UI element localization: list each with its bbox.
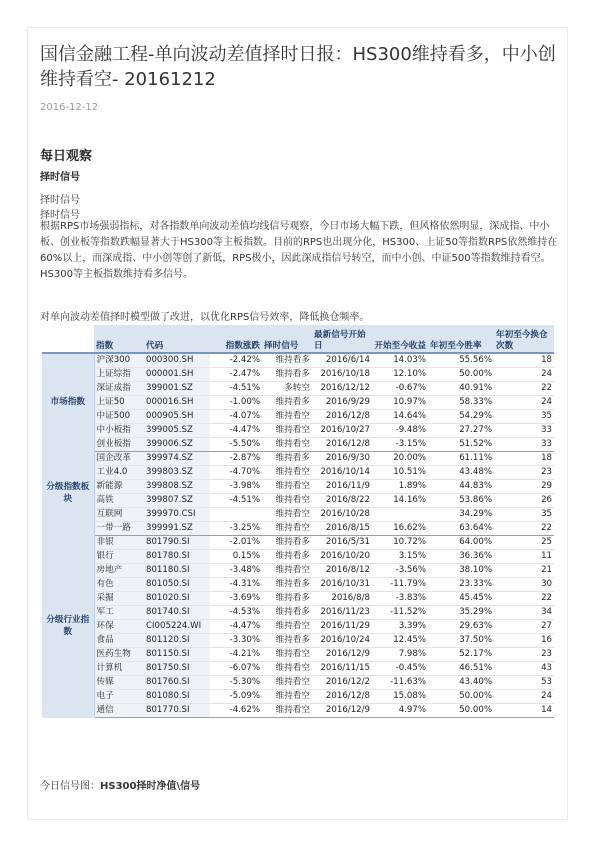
table-row bbox=[42, 507, 554, 521]
header-return: 开始至今收益 bbox=[372, 325, 428, 353]
index-code: 399005.SZ bbox=[144, 423, 210, 437]
table-row bbox=[42, 451, 554, 465]
return-since-signal: 4.97% bbox=[372, 703, 428, 717]
ytd-winrate: 34.29% bbox=[428, 507, 494, 521]
plain-label-2: 择时信号 bbox=[40, 210, 80, 221]
table-row bbox=[42, 675, 554, 689]
timing-signal: 维持看多 bbox=[262, 633, 312, 647]
return-since-signal: -11.79% bbox=[372, 577, 428, 591]
ytd-switch-count: 22 bbox=[494, 591, 554, 605]
table-row bbox=[42, 381, 554, 395]
body-paragraph: 根据RPS市场强弱指标，对各指数单向波动差值均线信号观察，今日市场大幅下跌，但风格依然明显，深成指、中小板、创业板等指数跌幅显著大于HS300等主板指数。目前的RPS也出现分化，HS300、上证50等指数RPS依然维持在60%以上，而深成指、中小创等创了新低，RPS极小，因此深成指信号转空，而中小创、中证500等指数维持看空。HS300等主板指数维持看多信号。 bbox=[40, 221, 558, 280]
group-label: 市场指数 bbox=[42, 353, 94, 451]
ytd-winrate: 63.64% bbox=[428, 521, 494, 535]
index-change: -2.42% bbox=[210, 353, 262, 367]
signal-start-date: 2016/10/24 bbox=[312, 633, 372, 647]
return-since-signal: 10.72% bbox=[372, 535, 428, 549]
ytd-switch-count: 22 bbox=[494, 521, 554, 535]
table-row bbox=[42, 577, 554, 591]
sub-heading: 择时信号 bbox=[40, 172, 80, 183]
signal-start-date: 2016/10/20 bbox=[312, 549, 372, 563]
index-change: -6.07% bbox=[210, 661, 262, 675]
index-name: 国企改革 bbox=[94, 451, 144, 465]
index-change: -4.07% bbox=[210, 409, 262, 423]
plain-label: 择时信号 bbox=[40, 195, 80, 206]
ytd-winrate: 55.56% bbox=[428, 353, 494, 367]
timing-signal: 维持看空 bbox=[262, 563, 312, 577]
table-header-row bbox=[42, 325, 554, 353]
index-change: -2.01% bbox=[210, 535, 262, 549]
timing-signal: 维持看空 bbox=[262, 647, 312, 661]
index-change: -4.51% bbox=[210, 493, 262, 507]
table-row bbox=[42, 633, 554, 647]
signal-start-date: 2016/11/9 bbox=[312, 479, 372, 493]
ytd-switch-count: 23 bbox=[494, 465, 554, 479]
index-name: 银行 bbox=[94, 549, 144, 563]
ytd-winrate: 27.27% bbox=[428, 423, 494, 437]
article-title: 国信金融工程-单向波动差值择时日报：HS300维持看多，中小创维持看空- 20161212 bbox=[40, 44, 556, 90]
timing-signal: 维持看空 bbox=[262, 521, 312, 535]
return-since-signal: -3.83% bbox=[372, 591, 428, 605]
signal-start-date: 2016/12/8 bbox=[312, 437, 372, 451]
index-code: 801770.SI bbox=[144, 703, 210, 717]
signal-table bbox=[42, 325, 554, 718]
timing-signal: 维持看空 bbox=[262, 661, 312, 675]
table-row bbox=[42, 647, 554, 661]
index-code: 801760.SI bbox=[144, 675, 210, 689]
ytd-winrate: 51.52% bbox=[428, 437, 494, 451]
index-code: 801120.SI bbox=[144, 633, 210, 647]
index-code: CI005224.WI bbox=[144, 619, 210, 633]
ytd-winrate: 52.17% bbox=[428, 647, 494, 661]
return-since-signal: 12.10% bbox=[372, 367, 428, 381]
index-change: -4.70% bbox=[210, 465, 262, 479]
return-since-signal: -9.48% bbox=[372, 423, 428, 437]
timing-signal: 维持看空 bbox=[262, 409, 312, 423]
index-name: 深证成指 bbox=[94, 381, 144, 395]
index-code: 000016.SH bbox=[144, 395, 210, 409]
ytd-winrate: 53.86% bbox=[428, 493, 494, 507]
ytd-winrate: 50.00% bbox=[428, 703, 494, 717]
index-change: -4.53% bbox=[210, 605, 262, 619]
index-change: -5.09% bbox=[210, 689, 262, 703]
index-change: -3.25% bbox=[210, 521, 262, 535]
signal-start-date: 2016/11/15 bbox=[312, 661, 372, 675]
index-change: 0.15% bbox=[210, 549, 262, 563]
signal-start-date: 2016/12/2 bbox=[312, 675, 372, 689]
index-name: 食品 bbox=[94, 633, 144, 647]
index-code: 801750.SI bbox=[144, 661, 210, 675]
timing-signal: 维持看多 bbox=[262, 353, 312, 367]
return-since-signal: 7.98% bbox=[372, 647, 428, 661]
return-since-signal: -3.15% bbox=[372, 437, 428, 451]
index-change: -4.47% bbox=[210, 619, 262, 633]
table-row bbox=[42, 605, 554, 619]
return-since-signal: 12.45% bbox=[372, 633, 428, 647]
ytd-switch-count: 33 bbox=[494, 437, 554, 451]
table-row bbox=[42, 367, 554, 381]
table-row bbox=[42, 493, 554, 507]
header-signal: 择时信号 bbox=[262, 325, 312, 353]
signal-start-date: 2016/10/31 bbox=[312, 577, 372, 591]
timing-signal: 维持看空 bbox=[262, 437, 312, 451]
header-change: 指数涨跌 bbox=[210, 325, 262, 353]
index-change: -5.30% bbox=[210, 675, 262, 689]
index-code: 801080.SI bbox=[144, 689, 210, 703]
index-name: 中小板指 bbox=[94, 423, 144, 437]
table-row bbox=[42, 353, 554, 367]
index-change: -3.30% bbox=[210, 633, 262, 647]
timing-signal: 维持看多 bbox=[262, 549, 312, 563]
index-name: 工业4.0 bbox=[94, 465, 144, 479]
ytd-switch-count: 35 bbox=[494, 507, 554, 521]
index-code: 399001.SZ bbox=[144, 381, 210, 395]
return-since-signal: 10.51% bbox=[372, 465, 428, 479]
return-since-signal: -0.45% bbox=[372, 661, 428, 675]
header-start-date: 最新信号开始日 bbox=[312, 325, 372, 353]
return-since-signal: -3.56% bbox=[372, 563, 428, 577]
ytd-switch-count: 25 bbox=[494, 535, 554, 549]
return-since-signal: -11.52% bbox=[372, 605, 428, 619]
ytd-switch-count: 29 bbox=[494, 479, 554, 493]
return-since-signal: 10.97% bbox=[372, 395, 428, 409]
index-name: 有色 bbox=[94, 577, 144, 591]
return-since-signal: 16.62% bbox=[372, 521, 428, 535]
group-label: 分级指数板块 bbox=[42, 451, 94, 535]
index-name: 非银 bbox=[94, 535, 144, 549]
timing-signal: 维持看空 bbox=[262, 493, 312, 507]
timing-signal: 多转空 bbox=[262, 381, 312, 395]
header-winrate: 年初至今胜率 bbox=[428, 325, 494, 353]
timing-signal: 维持看多 bbox=[262, 395, 312, 409]
signal-start-date: 2016/11/29 bbox=[312, 619, 372, 633]
timing-signal: 维持看多 bbox=[262, 605, 312, 619]
timing-signal: 维持看空 bbox=[262, 689, 312, 703]
ytd-winrate: 29.63% bbox=[428, 619, 494, 633]
ytd-switch-count: 21 bbox=[494, 563, 554, 577]
footer-prefix: 今日信号图： bbox=[40, 781, 100, 792]
index-name: 计算机 bbox=[94, 661, 144, 675]
table-row bbox=[42, 661, 554, 675]
article-date: 2016-12-12 bbox=[40, 102, 99, 113]
ytd-switch-count: 23 bbox=[494, 647, 554, 661]
ytd-switch-count: 18 bbox=[494, 353, 554, 367]
index-name: 新能源 bbox=[94, 479, 144, 493]
signal-start-date: 2016/12/8 bbox=[312, 689, 372, 703]
signal-start-date: 2016/8/22 bbox=[312, 493, 372, 507]
ytd-switch-count: 16 bbox=[494, 633, 554, 647]
index-code: 000905.SH bbox=[144, 409, 210, 423]
index-name: 医药生物 bbox=[94, 647, 144, 661]
index-name: 电子 bbox=[94, 689, 144, 703]
return-since-signal: 3.15% bbox=[372, 549, 428, 563]
return-since-signal: 15.08% bbox=[372, 689, 428, 703]
ytd-winrate: 37.50% bbox=[428, 633, 494, 647]
index-code: 801780.SI bbox=[144, 549, 210, 563]
timing-signal: 维持看多 bbox=[262, 451, 312, 465]
index-name: 通信 bbox=[94, 703, 144, 717]
header-switches: 年初至今换仓次数 bbox=[494, 325, 554, 353]
ytd-winrate: 45.45% bbox=[428, 591, 494, 605]
table-row bbox=[42, 479, 554, 493]
ytd-switch-count: 30 bbox=[494, 577, 554, 591]
ytd-winrate: 43.48% bbox=[428, 465, 494, 479]
signal-start-date: 2016/10/18 bbox=[312, 367, 372, 381]
ytd-switch-count: 34 bbox=[494, 605, 554, 619]
table-row bbox=[42, 409, 554, 423]
ytd-switch-count: 24 bbox=[494, 689, 554, 703]
timing-signal: 维持看空 bbox=[262, 507, 312, 521]
signal-start-date: 2016/10/27 bbox=[312, 423, 372, 437]
group-label: 分级行业指数 bbox=[42, 535, 94, 717]
index-code: 399808.SZ bbox=[144, 479, 210, 493]
index-change bbox=[210, 507, 262, 521]
ytd-switch-count: 18 bbox=[494, 451, 554, 465]
timing-signal: 维持看多 bbox=[262, 535, 312, 549]
index-name: 环保 bbox=[94, 619, 144, 633]
index-code: 399991.SZ bbox=[144, 521, 210, 535]
signal-table-image bbox=[42, 325, 554, 718]
signal-start-date: 2016/11/23 bbox=[312, 605, 372, 619]
signal-start-date: 2016/10/28 bbox=[312, 507, 372, 521]
timing-signal: 维持看空 bbox=[262, 619, 312, 633]
ytd-switch-count: 24 bbox=[494, 367, 554, 381]
ytd-winrate: 44.83% bbox=[428, 479, 494, 493]
signal-start-date: 2016/9/30 bbox=[312, 451, 372, 465]
index-name: 中证500 bbox=[94, 409, 144, 423]
ytd-switch-count: 53 bbox=[494, 675, 554, 689]
signal-start-date: 2016/9/29 bbox=[312, 395, 372, 409]
index-code: 399803.SZ bbox=[144, 465, 210, 479]
timing-signal: 维持看空 bbox=[262, 703, 312, 717]
table-row bbox=[42, 563, 554, 577]
body-paragraph-2: 对单向波动差值择时模型做了改进，以优化RPS信号效率，降低换仓频率。 bbox=[40, 312, 370, 323]
timing-signal: 维持看多 bbox=[262, 591, 312, 605]
index-change: -3.48% bbox=[210, 563, 262, 577]
timing-signal: 维持看空 bbox=[262, 465, 312, 479]
return-since-signal: -11.63% bbox=[372, 675, 428, 689]
header-code: 代码 bbox=[144, 325, 210, 353]
table-row bbox=[42, 465, 554, 479]
table-row bbox=[42, 521, 554, 535]
index-name: 传媒 bbox=[94, 675, 144, 689]
footer-bold: HS300择时净值\信号 bbox=[100, 781, 201, 792]
index-code: 000300.SH bbox=[144, 353, 210, 367]
table-row bbox=[42, 437, 554, 451]
ytd-switch-count: 26 bbox=[494, 493, 554, 507]
index-name: 上证50 bbox=[94, 395, 144, 409]
index-code: 399974.SZ bbox=[144, 451, 210, 465]
return-since-signal: 1.89% bbox=[372, 479, 428, 493]
index-change: -4.47% bbox=[210, 423, 262, 437]
table-row bbox=[42, 549, 554, 563]
index-name: 高铁 bbox=[94, 493, 144, 507]
index-code: 801790.SI bbox=[144, 535, 210, 549]
index-code: 801050.SI bbox=[144, 577, 210, 591]
return-since-signal: 14.64% bbox=[372, 409, 428, 423]
ytd-switch-count: 24 bbox=[494, 395, 554, 409]
signal-start-date: 2016/12/12 bbox=[312, 381, 372, 395]
index-name: 一带一路 bbox=[94, 521, 144, 535]
index-change: -2.47% bbox=[210, 367, 262, 381]
return-since-signal: 20.00% bbox=[372, 451, 428, 465]
signal-start-date: 2016/6/14 bbox=[312, 353, 372, 367]
ytd-switch-count: 43 bbox=[494, 661, 554, 675]
index-code: 399970.CSI bbox=[144, 507, 210, 521]
table-row bbox=[42, 395, 554, 409]
table-row bbox=[42, 591, 554, 605]
index-change: -4.51% bbox=[210, 381, 262, 395]
signal-start-date: 2016/12/8 bbox=[312, 409, 372, 423]
timing-signal: 维持看多 bbox=[262, 367, 312, 381]
index-change: -3.98% bbox=[210, 479, 262, 493]
header-index: 指数 bbox=[94, 325, 144, 353]
ytd-winrate: 35.29% bbox=[428, 605, 494, 619]
ytd-switch-count: 11 bbox=[494, 549, 554, 563]
ytd-winrate: 50.00% bbox=[428, 689, 494, 703]
ytd-switch-count: 33 bbox=[494, 423, 554, 437]
ytd-winrate: 46.51% bbox=[428, 661, 494, 675]
table-row bbox=[42, 619, 554, 633]
index-code: 399807.SZ bbox=[144, 493, 210, 507]
return-since-signal: -0.67% bbox=[372, 381, 428, 395]
index-name: 创业板指 bbox=[94, 437, 144, 451]
ytd-winrate: 54.29% bbox=[428, 409, 494, 423]
index-change: -4.21% bbox=[210, 647, 262, 661]
signal-start-date: 2016/12/9 bbox=[312, 703, 372, 717]
index-code: 801020.SI bbox=[144, 591, 210, 605]
return-since-signal: 3.39% bbox=[372, 619, 428, 633]
index-change: -4.31% bbox=[210, 577, 262, 591]
ytd-switch-count: 14 bbox=[494, 703, 554, 717]
index-code: 801740.SI bbox=[144, 605, 210, 619]
index-code: 801150.SI bbox=[144, 647, 210, 661]
index-change: -2.87% bbox=[210, 451, 262, 465]
section-heading: 每日观察 bbox=[40, 149, 93, 164]
article-card bbox=[27, 27, 568, 820]
table-row bbox=[42, 423, 554, 437]
ytd-switch-count: 27 bbox=[494, 619, 554, 633]
signal-start-date: 2016/12/9 bbox=[312, 647, 372, 661]
ytd-winrate: 38.10% bbox=[428, 563, 494, 577]
index-change: -5.50% bbox=[210, 437, 262, 451]
index-change: -4.62% bbox=[210, 703, 262, 717]
signal-start-date: 2016/8/8 bbox=[312, 591, 372, 605]
timing-signal: 维持看空 bbox=[262, 675, 312, 689]
ytd-switch-count: 35 bbox=[494, 409, 554, 423]
index-code: 399006.SZ bbox=[144, 437, 210, 451]
signal-start-date: 2016/8/15 bbox=[312, 521, 372, 535]
ytd-winrate: 36.36% bbox=[428, 549, 494, 563]
ytd-winrate: 50.00% bbox=[428, 367, 494, 381]
timing-signal: 维持看空 bbox=[262, 423, 312, 437]
index-change: -3.69% bbox=[210, 591, 262, 605]
index-name: 军工 bbox=[94, 605, 144, 619]
timing-signal: 维持看多 bbox=[262, 577, 312, 591]
header-blank bbox=[42, 325, 94, 353]
ytd-switch-count: 22 bbox=[494, 381, 554, 395]
return-since-signal: 14.03% bbox=[372, 353, 428, 367]
ytd-winrate: 40.91% bbox=[428, 381, 494, 395]
ytd-winrate: 61.11% bbox=[428, 451, 494, 465]
index-change: -1.00% bbox=[210, 395, 262, 409]
signal-start-date: 2016/8/12 bbox=[312, 563, 372, 577]
ytd-winrate: 64.00% bbox=[428, 535, 494, 549]
index-name: 沪深300 bbox=[94, 353, 144, 367]
return-since-signal: 14.16% bbox=[372, 493, 428, 507]
timing-signal: 维持看空 bbox=[262, 479, 312, 493]
index-name: 房地产 bbox=[94, 563, 144, 577]
index-code: 000001.SH bbox=[144, 367, 210, 381]
footer-caption bbox=[40, 777, 200, 792]
return-since-signal bbox=[372, 507, 428, 521]
ytd-winrate: 43.40% bbox=[428, 675, 494, 689]
ytd-winrate: 58.33% bbox=[428, 395, 494, 409]
table-row bbox=[42, 703, 554, 717]
ytd-winrate: 23.33% bbox=[428, 577, 494, 591]
table-row bbox=[42, 689, 554, 703]
index-code: 801180.SI bbox=[144, 563, 210, 577]
signal-start-date: 2016/10/14 bbox=[312, 465, 372, 479]
table-row bbox=[42, 535, 554, 549]
index-name: 上证综指 bbox=[94, 367, 144, 381]
index-name: 互联网 bbox=[94, 507, 144, 521]
index-name: 采掘 bbox=[94, 591, 144, 605]
signal-start-date: 2016/5/31 bbox=[312, 535, 372, 549]
